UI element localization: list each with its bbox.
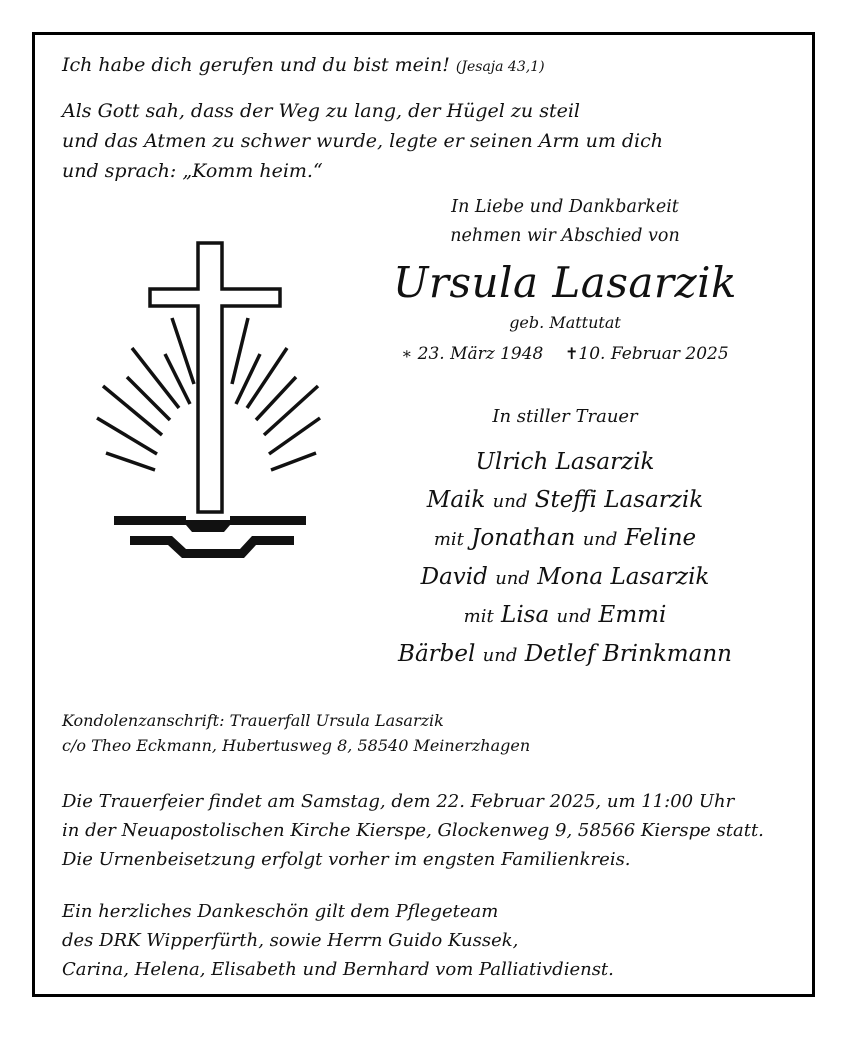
poem-line: Als Gott sah, dass der Weg zu lang, der Hügel zu steil — [62, 100, 580, 122]
birth-date: 23. März 1948 — [417, 344, 544, 364]
connector-mit: mit — [463, 606, 494, 627]
bible-quote-reference: (Jesaja 43,1) — [455, 59, 545, 75]
urn-burial-info: Die Urnenbeisetzung erfolgt vorher im engsten Familienkreis. — [62, 849, 631, 870]
bible-quote-text: Ich habe dich gerufen und du bist mein! — [62, 54, 450, 76]
mourner-name: Detlef Brinkmann — [524, 640, 732, 667]
mourner-row — [380, 559, 750, 598]
sun-ray — [271, 453, 316, 470]
bible-quote — [62, 54, 545, 76]
poem-line: und das Atmen zu schwer wurde, legte er seinen Arm um dich — [62, 130, 663, 152]
life-dates — [370, 344, 760, 364]
mourner-name: Emmi — [598, 602, 667, 628]
mourner-row — [380, 482, 750, 521]
mourner-row — [380, 636, 750, 675]
poem-line: und sprach: „Komm heim.“ — [62, 160, 323, 182]
condolence-line: c/o Theo Eckmann, Hubertusweg 8, 58540 Meinerzhagen — [62, 736, 531, 755]
service-line: in der Neuapostolischen Kirche Kierspe, Glockenweg 9, 58566 Kierspe statt. — [62, 820, 764, 841]
farewell-intro — [380, 193, 750, 251]
birth-star-icon: ∗ — [401, 344, 413, 363]
funeral-service-info — [62, 787, 764, 845]
mourner-name: Mona Lasarzik — [537, 563, 710, 590]
mourner-name: David — [420, 563, 488, 590]
cross-sunrise-water-icon — [90, 240, 330, 570]
mourner-row — [380, 444, 750, 482]
mourner-name: Steffi Lasarzik — [534, 486, 704, 513]
service-line: Die Trauerfeier findet am Samstag, dem 22. Februar 2025, um 11:00 Uhr — [62, 791, 735, 812]
sun-ray — [247, 348, 287, 408]
mourner-name: Jonathan — [471, 525, 576, 551]
condolence-address — [62, 708, 530, 758]
thanks-note — [62, 897, 614, 984]
connector-und: und — [556, 606, 592, 627]
thanks-line: des DRK Wipperfürth, sowie Herrn Guido Kussek, — [62, 930, 519, 951]
water-bar — [130, 536, 294, 558]
cross-shape — [150, 243, 280, 512]
mourners-list — [380, 444, 750, 674]
sun-ray — [232, 318, 248, 384]
connector-und: und — [482, 644, 518, 666]
intro-line: nehmen wir Abschied von — [450, 226, 680, 246]
sun-ray — [132, 348, 179, 408]
thanks-line: Ein herzliches Dankeschön gilt dem Pflegeteam — [62, 901, 499, 922]
connector-mit: mit — [433, 529, 464, 550]
mourner-row — [380, 597, 750, 636]
mourner-name: Lisa — [501, 602, 550, 628]
death-date: 10. Februar 2025 — [578, 344, 729, 364]
mourners-heading: In stiller Trauer — [492, 406, 638, 427]
death-cross-icon: ✝ — [564, 344, 579, 363]
connector-und: und — [582, 529, 618, 550]
connector-und: und — [495, 567, 530, 589]
poem — [62, 96, 702, 186]
connector-und: und — [492, 490, 528, 512]
water-bar — [114, 516, 306, 532]
condolence-line: Kondolenzanschrift: Trauerfall Ursula Lasarzik — [62, 711, 444, 730]
sun-ray — [106, 453, 155, 470]
mourner-name: Bärbel — [398, 640, 476, 667]
sun-ray — [264, 386, 318, 435]
intro-line: In Liebe und Dankbarkeit — [451, 197, 679, 217]
mourner-name: Feline — [624, 525, 697, 551]
mourner-name: Maik — [426, 486, 486, 513]
mourner-row — [380, 520, 750, 559]
birth-name: geb. Mattutat — [509, 313, 621, 332]
thanks-line: Carina, Helena, Elisabeth und Bernhard vom Palliativdienst. — [62, 959, 614, 980]
deceased-name: Ursula Lasarzik — [392, 258, 737, 307]
mourner-name: Ulrich Lasarzik — [475, 449, 655, 475]
